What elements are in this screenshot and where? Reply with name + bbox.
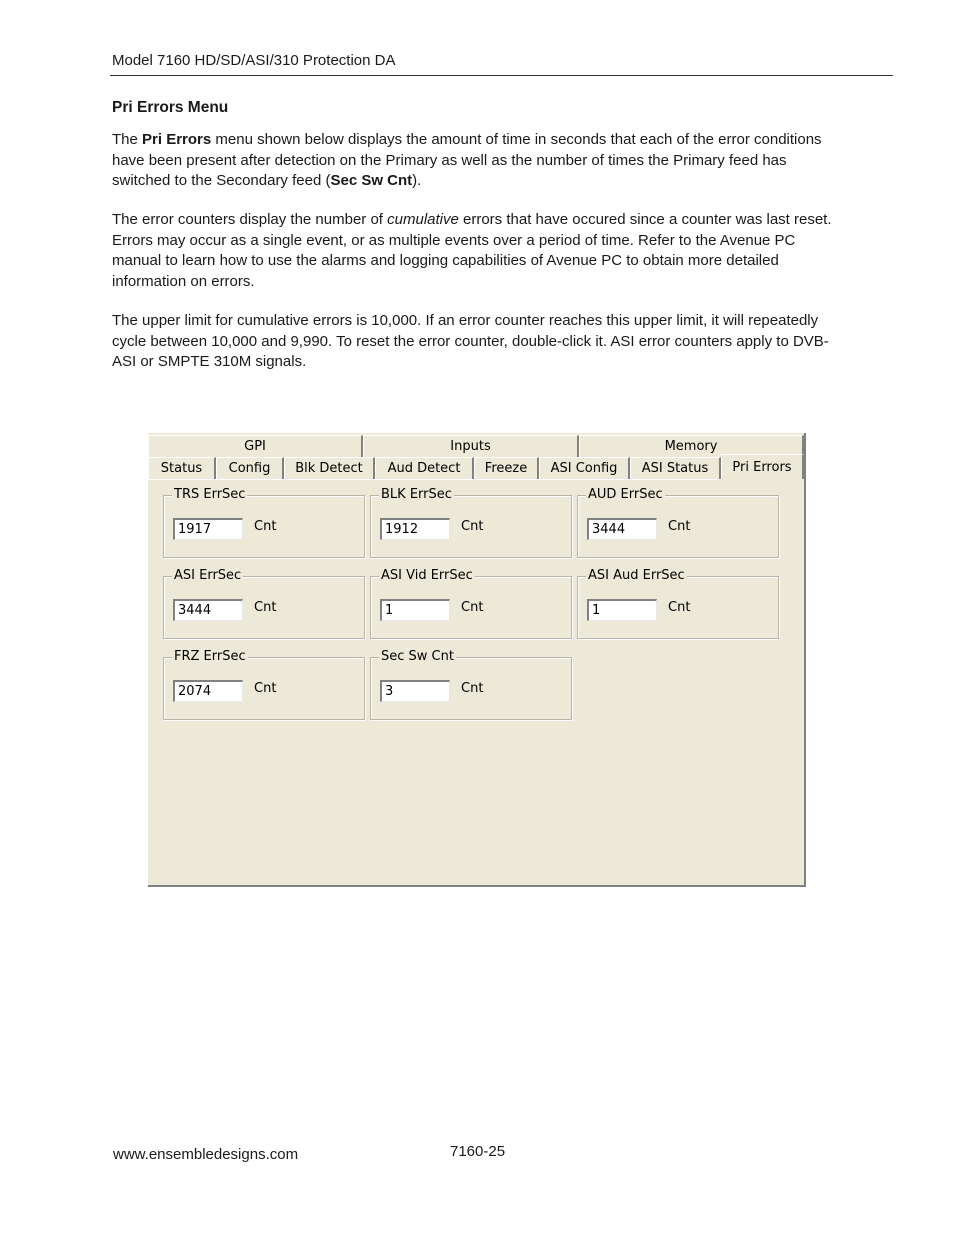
unit-label: Cnt xyxy=(668,519,691,534)
paragraph-intro: The Pri Errors menu shown below displays the amount of time in seconds that each of the error conditions have been present after detection on the Primary as well as the number of times the Primary feed has switched to the Secondary feed (Sec Sw Cnt). xyxy=(112,131,822,189)
paragraph-counters: The error counters display the number of cumulative errors that have occured since a counter was last reset. Errors may occur as a single event, or as multiple events over a period of time. Refer to the Avenue PC manual to learn how to use the alarms and logging capabilities of Avenue PC to obtain more detailed information on errors. xyxy=(112,211,832,290)
header-divider xyxy=(110,75,893,76)
pri-errors-dialog xyxy=(148,433,806,887)
footer-page-number: 7160-25 xyxy=(450,1143,506,1160)
italic-cumulative: cumulative xyxy=(387,211,459,228)
group-label: AUD ErrSec xyxy=(588,487,663,502)
group-blk-errsec xyxy=(370,487,572,558)
asi-errsec-counter[interactable]: 3444 xyxy=(173,599,243,621)
tab-memory[interactable]: Memory xyxy=(579,435,804,457)
unit-label: Cnt xyxy=(668,600,691,615)
group-label: Sec Sw Cnt xyxy=(381,649,454,664)
footer-website: www.ensembledesigns.com xyxy=(113,1146,299,1163)
unit-label: Cnt xyxy=(461,519,484,534)
frz-errsec-counter[interactable]: 2074 xyxy=(173,680,243,702)
unit-label: Cnt xyxy=(254,600,277,615)
tab-row-top xyxy=(148,435,804,457)
tab-blk-detect[interactable]: Blk Detect xyxy=(284,457,375,479)
asi-aud-errsec-counter[interactable]: 1 xyxy=(587,599,657,621)
tab-status[interactable]: Status xyxy=(148,457,216,479)
group-label: BLK ErrSec xyxy=(381,487,452,502)
unit-label: Cnt xyxy=(461,600,484,615)
asi-vid-errsec-counter[interactable]: 1 xyxy=(380,599,450,621)
unit-label: Cnt xyxy=(254,519,277,534)
tab-freeze[interactable]: Freeze xyxy=(474,457,539,479)
trs-errsec-counter[interactable]: 1917 xyxy=(173,518,243,540)
group-asi-aud-errsec xyxy=(577,568,779,639)
tab-asi-status[interactable]: ASI Status xyxy=(630,457,721,479)
group-label: ASI Aud ErrSec xyxy=(588,568,685,583)
group-label: TRS ErrSec xyxy=(174,487,246,502)
tab-pri-errors[interactable]: Pri Errors xyxy=(721,454,804,479)
group-frz-errsec xyxy=(163,649,365,720)
group-sec-sw-cnt xyxy=(370,649,572,720)
blk-errsec-counter[interactable]: 1912 xyxy=(380,518,450,540)
unit-label: Cnt xyxy=(461,681,484,696)
bold-pri-errors: Pri Errors xyxy=(142,131,212,148)
group-label: ASI Vid ErrSec xyxy=(381,568,473,583)
group-asi-errsec xyxy=(163,568,365,639)
unit-label: Cnt xyxy=(254,681,277,696)
tab-row-bottom xyxy=(148,457,804,479)
group-asi-vid-errsec xyxy=(370,568,572,639)
bold-sec-sw-cnt: Sec Sw Cnt xyxy=(330,172,413,189)
group-aud-errsec xyxy=(577,487,779,558)
page-header-title: Model 7160 HD/SD/ASI/310 Protection DA xyxy=(112,52,396,69)
aud-errsec-counter[interactable]: 3444 xyxy=(587,518,657,540)
paragraph-upper-limit: The upper limit for cumulative errors is 10,000. If an error counter reaches this upper limit, it will repeatedly cycle between 10,000 and 9,990. To reset the error counter, double-click it. ASI error counters apply to DVB-ASI or SMPTE 310M signals. xyxy=(112,312,829,370)
group-label: ASI ErrSec xyxy=(174,568,242,583)
tab-asi-config[interactable]: ASI Config xyxy=(539,457,630,479)
group-trs-errsec xyxy=(163,487,365,558)
tab-strip-line xyxy=(148,479,722,480)
group-label: FRZ ErrSec xyxy=(174,649,246,664)
section-heading: Pri Errors Menu xyxy=(112,99,229,116)
tab-aud-detect[interactable]: Aud Detect xyxy=(375,457,474,479)
sec-sw-cnt-counter[interactable]: 3 xyxy=(380,680,450,702)
tab-gpi[interactable]: GPI xyxy=(148,435,363,457)
tab-inputs[interactable]: Inputs xyxy=(363,435,579,457)
tab-config[interactable]: Config xyxy=(216,457,284,479)
